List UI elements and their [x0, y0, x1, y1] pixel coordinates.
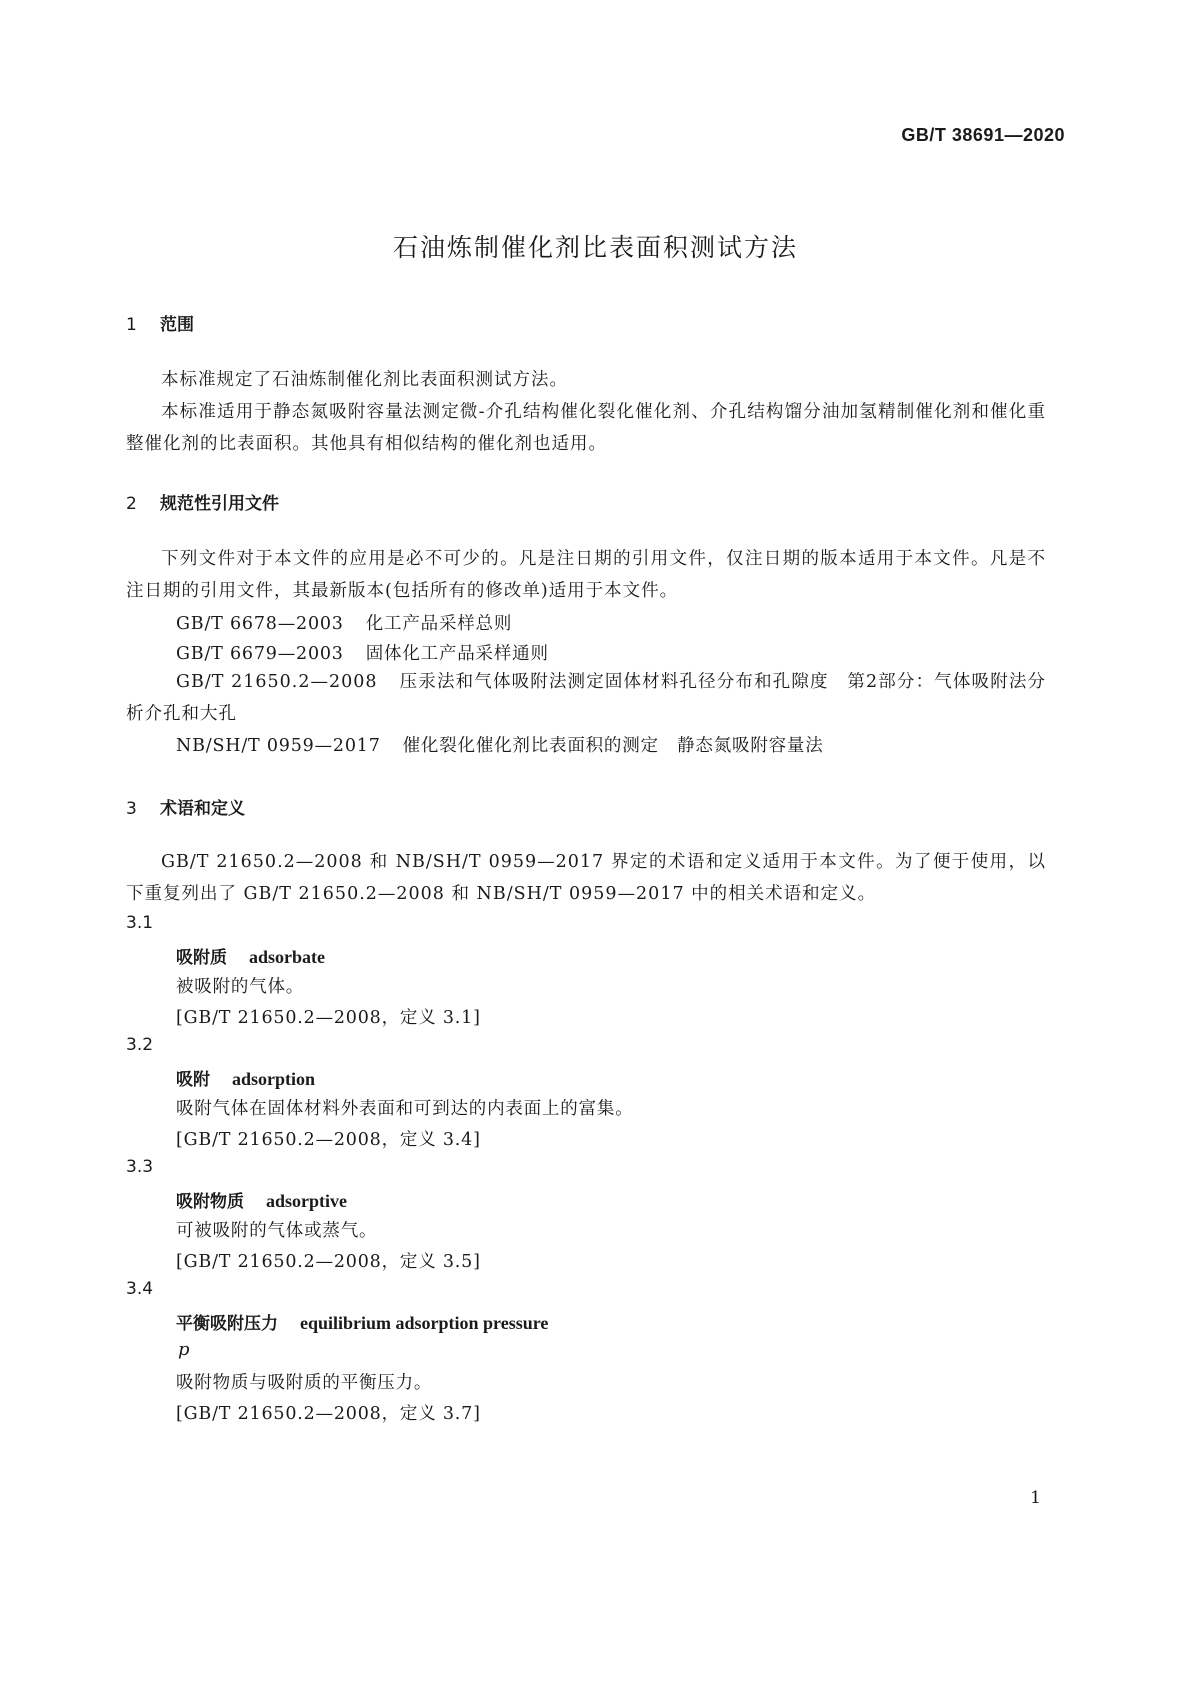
- term-source: [GB/T 21650.2—2008，定义 3.5]: [176, 1252, 481, 1272]
- section-number: 2: [126, 494, 137, 514]
- term-chinese: 吸附质: [176, 948, 227, 968]
- reference-item: [176, 610, 512, 635]
- term-english: equilibrium adsorption pressure: [300, 1313, 549, 1333]
- section-2-paragraph-1: 下列文件对于本文件的应用是必不可少的。凡是注日期的引用文件，仅注日期的版本适用于本文件。凡是不注日期的引用文件，其最新版本(包括所有的修改单)适用于本文件。: [126, 549, 1046, 601]
- term-source: [GB/T 21650.2—2008，定义 3.7]: [176, 1404, 481, 1424]
- reference-code: NB/SH/T 0959—2017: [176, 736, 381, 756]
- term-heading: [176, 1065, 315, 1090]
- term-english: adsorptive: [266, 1191, 347, 1211]
- reference-item: [126, 666, 1046, 730]
- term-chinese: 吸附: [176, 1070, 210, 1090]
- term-chinese: 吸附物质: [176, 1192, 244, 1212]
- section-3-paragraph-1: GB/T 21650.2—2008 和 NB/SH/T 0959—2017 界定的术语和定义适用于本文件。为了便于使用，以下重复列出了 GB/T 21650.2—2008 和 NB/SH/T 0959—2017 中的相关术语和定义。: [126, 852, 1046, 904]
- term-english: adsorbate: [249, 947, 325, 967]
- section-number: 3: [126, 799, 137, 819]
- term-number: 3.1: [126, 913, 154, 933]
- reference-title: 化工产品采样总则: [365, 614, 513, 634]
- section-3-heading: [126, 794, 245, 819]
- section-1-heading: [126, 310, 194, 335]
- standard-number: GB/T 38691—2020: [901, 125, 1065, 145]
- reference-title: 固体化工产品采样通则: [365, 644, 549, 664]
- section-title: 范围: [160, 315, 194, 335]
- page-number: 1: [1030, 1488, 1041, 1508]
- term-number: 3.3: [126, 1157, 154, 1177]
- term-number: 3.4: [126, 1279, 154, 1299]
- section-1-paragraph-1: 本标准规定了石油炼制催化剂比表面积测试方法。: [161, 370, 568, 390]
- term-definition: 吸附物质与吸附质的平衡压力。: [176, 1373, 433, 1393]
- section-title: 术语和定义: [160, 799, 245, 819]
- term-english: adsorption: [232, 1069, 316, 1089]
- section-title: 规范性引用文件: [160, 494, 279, 514]
- term-definition: 吸附气体在固体材料外表面和可到达的内表面上的富集。: [176, 1099, 634, 1119]
- reference-title: 催化裂化催化剂比表面积的测定 静态氮吸附容量法: [402, 736, 824, 756]
- reference-item: [176, 640, 549, 665]
- document-title: 石油炼制催化剂比表面积测试方法: [392, 233, 798, 262]
- section-2-heading: [126, 489, 279, 514]
- section-1-paragraph-2: 本标准适用于静态氮吸附容量法测定微-介孔结构催化裂化催化剂、介孔结构馏分油加氢精制催化剂和催化重整催化剂的比表面积。其他具有相似结构的催化剂也适用。: [126, 402, 1046, 454]
- term-source: [GB/T 21650.2—2008，定义 3.4]: [176, 1130, 481, 1150]
- term-heading: [176, 1187, 347, 1212]
- term-definition: 可被吸附的气体或蒸气。: [176, 1221, 378, 1241]
- term-heading: [176, 943, 325, 968]
- term-definition: 被吸附的气体。: [176, 977, 305, 997]
- reference-item: [176, 732, 824, 757]
- term-symbol: p: [178, 1339, 190, 1360]
- reference-title: 压汞法和气体吸附法测定固体材料孔径分布和孔隙度 第2部分：气体吸附法分析介孔和大孔: [126, 672, 1046, 724]
- term-source: [GB/T 21650.2—2008，定义 3.1]: [176, 1008, 481, 1028]
- term-heading: [176, 1309, 548, 1334]
- term-chinese: 平衡吸附压力: [176, 1314, 278, 1334]
- reference-code: GB/T 21650.2—2008: [176, 672, 378, 692]
- term-number: 3.2: [126, 1035, 154, 1055]
- reference-code: GB/T 6678—2003: [176, 614, 344, 634]
- section-number: 1: [126, 315, 137, 335]
- reference-code: GB/T 6679—2003: [176, 644, 344, 664]
